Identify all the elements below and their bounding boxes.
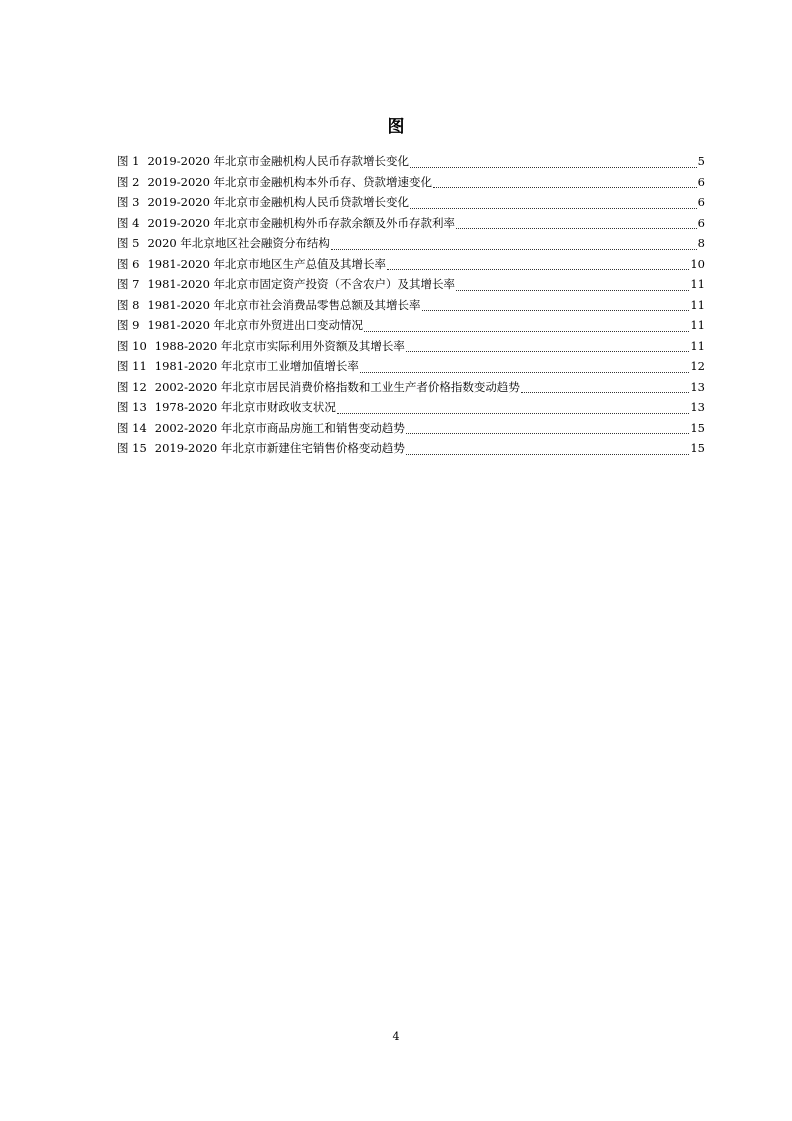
figure-title: 1981-2020 年北京市地区生产总值及其增长率 [147, 256, 387, 271]
figure-title: 2019-2020 年北京市金融机构人民币贷款增长变化 [147, 195, 410, 209]
toc-entry[interactable] [117, 399, 705, 420]
figure-title: 2019-2020 年北京市金融机构外币存款余额及外币存款利率 [147, 215, 456, 230]
toc-entry[interactable] [117, 297, 705, 318]
figure-title: 1978-2020 年北京市财政收支状况 [154, 400, 336, 414]
toc-entry[interactable] [117, 153, 705, 174]
figure-page: 11 [690, 318, 705, 332]
dot-leader [521, 392, 689, 393]
figure-page: 13 [690, 400, 705, 414]
figure-page: 13 [690, 379, 705, 394]
page-number: 4 [392, 1030, 400, 1043]
figure-label: 图 2 [117, 174, 140, 189]
figure-title: 2019-2020 年北京市金融机构本外币存、贷款增速变化 [147, 174, 433, 189]
figure-page: 5 [697, 154, 705, 168]
figure-label: 图 1 [117, 154, 140, 168]
figure-label: 图 8 [117, 297, 140, 312]
figure-title: 2002-2020 年北京市居民消费价格指数和工业生产者价格指数变动趋势 [154, 379, 520, 394]
figure-page: 12 [690, 359, 705, 373]
dot-leader [406, 351, 689, 352]
figure-title: 2020 年北京地区社会融资分布结构 [147, 236, 330, 250]
dot-leader [364, 331, 689, 332]
figure-page: 11 [690, 277, 705, 291]
figure-title: 1988-2020 年北京市实际利用外资额及其增长率 [154, 338, 405, 353]
figure-page: 6 [697, 174, 705, 189]
page-title: 图 [387, 117, 405, 137]
dot-leader [360, 372, 689, 373]
figure-label: 图 6 [117, 256, 140, 271]
dot-leader [410, 208, 697, 209]
dot-leader [410, 167, 697, 168]
toc-entry[interactable] [117, 317, 705, 338]
toc-entry[interactable] [117, 379, 705, 400]
dot-leader [456, 228, 697, 229]
dot-leader [406, 433, 689, 434]
figure-label: 图 12 [117, 379, 147, 394]
toc-entry[interactable] [117, 174, 705, 195]
figure-label: 图 5 [117, 236, 140, 250]
figure-page: 6 [697, 195, 705, 209]
dot-leader [456, 290, 689, 291]
figure-title: 1981-2020 年北京市外贸进出口变动情况 [147, 318, 364, 332]
figure-title: 2019-2020 年北京市金融机构人民币存款增长变化 [147, 154, 410, 168]
toc-entry[interactable] [117, 440, 705, 461]
figure-label: 图 4 [117, 215, 140, 230]
figure-title: 1981-2020 年北京市固定资产投资（不含农户）及其增长率 [147, 277, 456, 291]
figure-label: 图 13 [117, 400, 147, 414]
toc-entry[interactable] [117, 420, 705, 441]
toc-entry[interactable] [117, 276, 705, 297]
figure-label: 图 9 [117, 318, 140, 332]
figure-title: 2002-2020 年北京市商品房施工和销售变动趋势 [154, 420, 405, 435]
dot-leader [387, 269, 689, 270]
dot-leader [331, 249, 697, 250]
dot-leader [422, 310, 690, 311]
figure-page: 15 [690, 420, 705, 435]
dot-leader [337, 413, 689, 414]
figure-label: 图 7 [117, 277, 140, 291]
figure-page: 15 [690, 441, 705, 455]
figure-list [117, 153, 705, 461]
figure-page: 11 [690, 338, 705, 353]
figure-label: 图 15 [117, 441, 147, 455]
figure-title: 1981-2020 年北京市工业增加值增长率 [154, 359, 359, 373]
figure-page: 8 [697, 236, 705, 250]
toc-entry[interactable] [117, 215, 705, 236]
toc-entry[interactable] [117, 194, 705, 215]
figure-title: 2019-2020 年北京市新建住宅销售价格变动趋势 [154, 441, 405, 455]
figure-page: 10 [690, 256, 705, 271]
figure-label: 图 3 [117, 195, 140, 209]
toc-entry[interactable] [117, 358, 705, 379]
figure-title: 1981-2020 年北京市社会消费品零售总额及其增长率 [147, 297, 421, 312]
figure-page: 11 [690, 297, 705, 312]
dot-leader [406, 454, 689, 455]
dot-leader [433, 187, 697, 188]
figure-label: 图 10 [117, 338, 147, 353]
toc-entry[interactable] [117, 256, 705, 277]
toc-entry[interactable] [117, 338, 705, 359]
figure-label: 图 11 [117, 359, 147, 373]
toc-entry[interactable] [117, 235, 705, 256]
figure-label: 图 14 [117, 420, 147, 435]
figure-page: 6 [697, 215, 705, 230]
